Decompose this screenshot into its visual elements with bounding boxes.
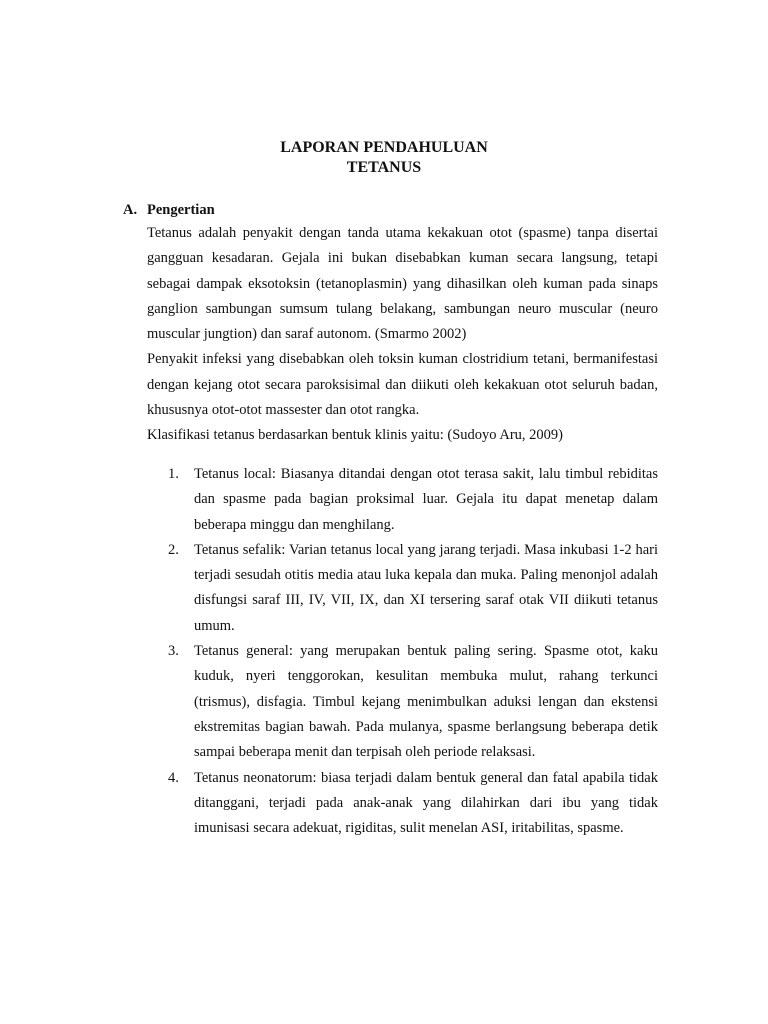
- section-heading: [123, 200, 215, 220]
- document-title: [0, 138, 768, 178]
- list-item-number: 4.: [168, 769, 179, 786]
- list-item-text: Tetanus neonatorum: biasa terjadi dalam bentuk general dan fatal apabila tidak ditanggani, terjadi pada anak-anak yang dilahirkan dari ibu yang tidak imunisasi secara adekuat, rigiditas, sulit menelan ASI, iritabilitas, spasme.: [194, 769, 658, 837]
- list-item-text: Tetanus local: Biasanya ditandai dengan otot terasa sakit, lalu timbul rebiditas dan spasme pada bagian proksimal luar. Gejala itu dapat menetap dalam beberapa minggu dan menghilang.: [194, 466, 658, 533]
- list-item-text: Tetanus general: yang merupakan bentuk paling sering. Spasme otot, kaku kuduk, nyeri tenggorokan, kesulitan membuka mulut, rahang terkunci (trismus), disfagia. Timbul kejang menimbulkan aduksi lengan dan ekstensi ekstremitas bagian bawah. Pada mulanya, spasme berlangsung beberapa detik sampai beberapa menit dan terpisah oleh periode relaksasi.: [194, 643, 658, 761]
- list-item-text: Tetanus sefalik: Varian tetanus local yang jarang terjadi. Masa inkubasi 1-2 hari terjadi sesudah otitis media atau luka kepala dan muka. Paling menonjol adalah disfungsi saraf III, IV, VII, IX, dan XI tersering saraf otak VII diikuti tetanus umum.: [194, 541, 658, 634]
- intro-paragraphs: [147, 221, 658, 449]
- list-item: [147, 462, 658, 538]
- list-item: [147, 766, 658, 842]
- list-item-number: 2.: [168, 541, 179, 558]
- paragraph-infection: Penyakit infeksi yang disebabkan oleh toksin kuman clostridium tetani, bermanifestasi dengan kejang otot secara paroksisimal dan diikuti oleh kekakuan otot seluruh badan, khususnya otot-otot massester dan otot rangka.: [147, 351, 658, 419]
- section-letter: A.: [123, 202, 138, 218]
- title-line-2: TETANUS: [346, 159, 422, 176]
- list-item: [147, 538, 658, 639]
- section-heading-text: Pengertian: [147, 202, 215, 218]
- paragraph-definition: Tetanus adalah penyakit dengan tanda utama kekakuan otot (spasme) tanpa disertai gangguan kesadaran. Gejala ini bukan disebabkan kuman secara langsung, tetapi sebagai dampak eksotoksin (tetanoplasmin) yang dihasilkan oleh kuman pada sinaps ganglion sambungan sumsum tulang belakang, sambungan neuro muscular (neuro muscular jungtion) dan saraf autonom. (Smarmo 2002): [147, 225, 658, 343]
- title-line-1: LAPORAN PENDAHULUAN: [280, 139, 488, 156]
- classification-list: [147, 462, 658, 841]
- paragraph-classification: Klasifikasi tetanus berdasarkan bentuk klinis yaitu: (Sudoyo Aru, 2009): [147, 427, 563, 444]
- list-item-number: 3.: [168, 643, 179, 660]
- list-item-number: 1.: [168, 466, 179, 482]
- list-item: [147, 639, 658, 765]
